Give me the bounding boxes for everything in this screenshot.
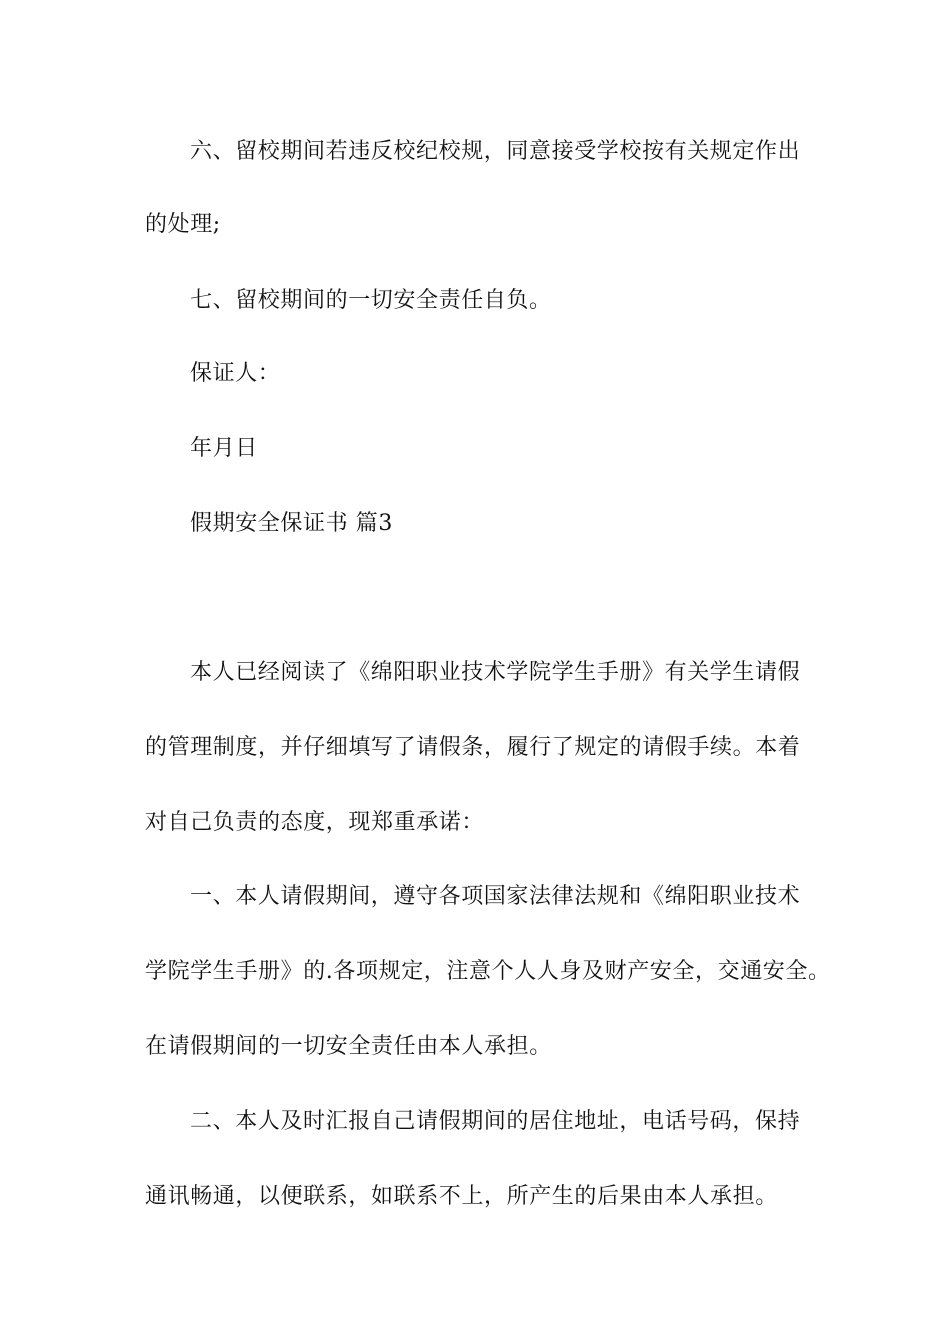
paragraph-line: 对自己负责的态度，现郑重承诺：	[145, 810, 485, 835]
section-heading: 假期安全保证书 篇3	[190, 511, 393, 536]
paragraph-line: 在请假期间的一切安全责任由本人承担。	[145, 1034, 552, 1059]
paragraph-line: 本人已经阅读了《绵阳职业技术学院学生手册》有关学生请假	[190, 660, 801, 685]
date-label: 年月日	[190, 436, 258, 461]
paragraph-line: 学院学生手册》的.各项规定，注意个人人身及财产安全，交通安全。	[145, 959, 831, 984]
paragraph-line: 的处理;	[145, 212, 221, 237]
signature-label: 保证人：	[190, 361, 281, 386]
paragraph-line: 通讯畅通，以便联系，如联系不上，所产生的后果由本人承担。	[145, 1184, 778, 1209]
paragraph-line: 二、本人及时汇报自己请假期间的居住地址，电话号码，保持	[190, 1109, 801, 1134]
paragraph-line: 一、本人请假期间，遵守各项国家法律法规和《绵阳职业技术	[190, 884, 801, 909]
paragraph-line: 的管理制度，并仔细填写了请假条，履行了规定的请假手续。本着	[145, 735, 801, 760]
paragraph-line: 七、留校期间的一切安全责任自负。	[190, 288, 552, 313]
paragraph-line: 六、留校期间若违反校纪校规，同意接受学校按有关规定作出	[190, 139, 801, 164]
